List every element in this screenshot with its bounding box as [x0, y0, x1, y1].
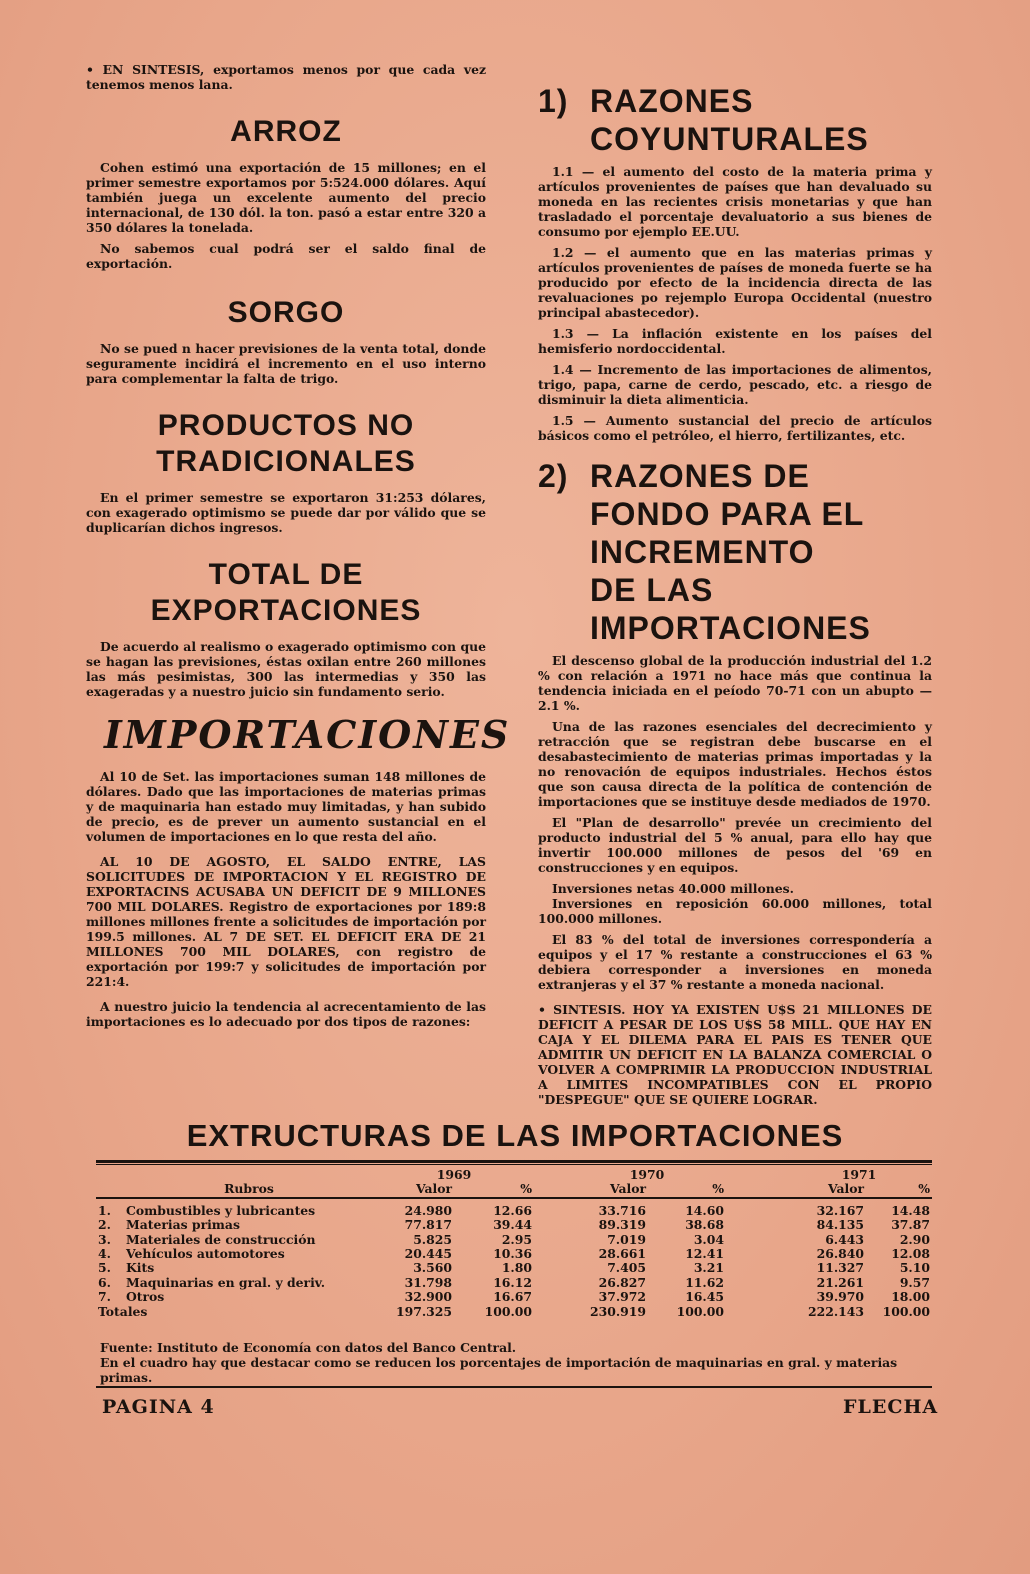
- cell-n: 7.: [98, 1289, 111, 1305]
- header-valor-1969: Valor: [415, 1181, 452, 1197]
- productos-heading-line2: TRADICIONALES: [156, 445, 416, 478]
- cell-v71: 39.970: [816, 1289, 864, 1305]
- cell-p69: 2.95: [501, 1231, 532, 1247]
- cell-p69: 16.12: [493, 1274, 532, 1290]
- header-valor-1970: Valor: [609, 1181, 646, 1197]
- cell-v71: 222.143: [807, 1303, 864, 1319]
- cell-p71: 14.48: [891, 1202, 930, 1218]
- cell-label: Otros: [126, 1289, 165, 1305]
- razones-1-item-4: 1.4 — Incremento de las importaciones de alimentos, trigo, papa, carne de cerdo, pescado, etc. a riesgo de disminuir la dieta alimenticia.: [538, 362, 932, 407]
- cell-label: Materiales de construcción: [126, 1231, 316, 1247]
- page-number: PAGINA 4: [102, 1396, 215, 1418]
- cell-n: 4.: [98, 1246, 111, 1262]
- cell-label: Materias primas: [126, 1217, 240, 1233]
- table-row: [96, 1276, 932, 1290]
- table-row: [96, 1247, 932, 1261]
- cell-p70: 11.62: [685, 1274, 724, 1290]
- total-paragraph: De acuerdo al realismo o exagerado optimismo con que se hagan las previsiones, éstas oxilan entre 260 millones las más pesimistas, 300 las intermedias y 350 las exageradas y a nuestro juicio sin fundamento serio.: [86, 639, 486, 699]
- table-notes: [100, 1340, 932, 1385]
- cell-p71: 37.87: [891, 1217, 930, 1233]
- cell-v71: 32.167: [816, 1202, 864, 1218]
- cell-v70: 7.405: [607, 1260, 646, 1276]
- total-heading: [86, 557, 486, 629]
- cell-v69: 5.825: [413, 1231, 452, 1247]
- arroz-paragraph-2: No sabemos cual podrá ser el saldo final de exportación.: [86, 241, 486, 271]
- razones-2-paragraph-1: El descenso global de la producción industrial del 1.2 % con relación a 1971 no hace más que continua la tendencia iniciada en el peíodo 70-71 con un abupto —2.1 %.: [538, 653, 932, 713]
- cell-p69: 100.00: [484, 1303, 532, 1319]
- razones-2-paragraph-6: El 83 % del total de inversiones correspondería a equipos y el 17 % restante a construcciones el 63 % debiera corresponder a inversiones en moneda extranjeras y el 37 % restante a moneda nacional.: [538, 932, 932, 992]
- table-body: [96, 1204, 932, 1319]
- cell-v70: 7.019: [607, 1231, 646, 1247]
- table-row: [96, 1204, 932, 1218]
- cell-label: Vehículos automotores: [126, 1246, 285, 1262]
- cell-n: 5.: [98, 1260, 111, 1276]
- productos-heading: [86, 408, 486, 480]
- importaciones-paragraph-2: AL 10 DE AGOSTO, EL SALDO ENTRE, LAS SOLICITUDES DE IMPORTACION Y EL REGISTRO DE EXPORTACINS ACUSABA UN DEFICIT DE 9 MILLONES 700 MIL DOLARES. Registro de exportaciones por 189:8 millones millones frente a solicitudes de importación por 199.5 millones. AL 7 DE SET. EL DEFICIT ERA DE 21 MILLONES 700 MIL DOLARES, con registro de exportación por 199:7 y solicitudes de importación por 221:4.: [86, 854, 486, 989]
- cell-p71: 5.10: [899, 1260, 930, 1276]
- header-pct-1971: %: [918, 1181, 930, 1197]
- cell-p69: 12.66: [493, 1202, 532, 1218]
- razones-1-item-2: 1.2 — el aumento que en las materias primas y artículos provenientes de países de moneda fuerte se ha producido por efecto de la incidencia directa de las revaluaciones po rejemplo Europa Occidental (nuestro principal abastecedor).: [538, 245, 932, 320]
- cell-label: Combustibles y lubricantes: [126, 1202, 316, 1218]
- right-column: [538, 82, 932, 1113]
- cell-v69: 77.817: [404, 1217, 452, 1233]
- cell-v70: 26.827: [598, 1274, 646, 1290]
- table-row: [96, 1290, 932, 1304]
- cell-p71: 18.00: [891, 1289, 930, 1305]
- sorgo-paragraph: No se pued n hacer previsiones de la venta total, donde seguramente incidirá el incremento en el uso interno para complementar la falta de trigo.: [86, 341, 486, 386]
- razones-2-paragraph-5: Inversiones en reposición 60.000 millones, total 100.000 millones.: [538, 896, 932, 926]
- cell-v70: 33.716: [598, 1202, 646, 1218]
- arroz-heading: ARROZ: [230, 115, 342, 148]
- year-header-row: [96, 1168, 932, 1182]
- table-title: EXTRUCTURAS DE LAS IMPORTACIONES: [186, 1118, 844, 1153]
- cell-p69: 39.44: [493, 1217, 532, 1233]
- cell-p70: 38.68: [685, 1217, 724, 1233]
- cell-v69: 31.798: [404, 1274, 452, 1290]
- cell-p69: 1.80: [501, 1260, 532, 1276]
- razones-2-line2: FONDO PARA EL: [590, 496, 865, 532]
- table-note: En el cuadro hay que destacar como se reducen los porcentajes de importación de maquinarias en gral. y materias primas.: [100, 1355, 898, 1385]
- sorgo-heading: SORGO: [227, 296, 345, 329]
- arroz-paragraph-1: Cohen estimó una exportación de 15 millones; en el primer semestre exportamos por 5:524.000 dólares. Aquí también juega un excelente aumento del precio internacional, de 130 dól. la ton. pasó a estar entre 320 a 350 dólares la tonelada.: [86, 160, 486, 235]
- cell-v71: 26.840: [816, 1246, 864, 1262]
- razones-2-line4: DE LAS: [590, 572, 714, 608]
- intro-paragraph: • EN SINTESIS, exportamos menos por que cada vez tenemos menos lana.: [86, 62, 486, 92]
- header-rubros: Rubros: [224, 1181, 274, 1197]
- razones-fondo-heading: [538, 457, 932, 647]
- importaciones-heading: IMPORTACIONES: [104, 712, 511, 757]
- footer-rule: [96, 1386, 932, 1388]
- cell-v69: 20.445: [404, 1246, 452, 1262]
- razones-1-item-3: 1.3 — La inflación existente en los países del hemisferio nordoccidental.: [538, 326, 932, 356]
- total-heading-line2: EXPORTACIONES: [150, 594, 422, 627]
- cell-v70: 89.319: [598, 1217, 646, 1233]
- cell-v71: 84.135: [816, 1217, 864, 1233]
- cell-v70: 37.972: [598, 1289, 646, 1305]
- cell-label: Kits: [126, 1260, 155, 1276]
- razones-1-line2: COYUNTURALES: [590, 121, 869, 157]
- cell-n: 2.: [98, 1217, 111, 1233]
- cell-v70: 28.661: [598, 1246, 646, 1262]
- table-top-rule-thin: [96, 1164, 932, 1165]
- cell-p69: 16.67: [493, 1289, 532, 1305]
- cell-p70: 12.41: [685, 1246, 724, 1262]
- cell-p70: 16.45: [685, 1289, 724, 1305]
- cell-p70: 3.04: [693, 1231, 724, 1247]
- header-pct-1969: %: [520, 1181, 532, 1197]
- table-row: [96, 1233, 932, 1247]
- razones-1-item-1: 1.1 — el aumento del costo de la materia prima y artículos provenientes de países que han devaluado su moneda en las recientes crisis monetarias y que han trasladado el porcentaje devaluatorio a sus bienes de consumo por ejemplo EE.UU.: [538, 164, 932, 239]
- cell-p71: 100.00: [882, 1303, 930, 1319]
- razones-coyunturales-heading: [538, 82, 932, 158]
- cell-p69: 10.36: [493, 1246, 532, 1262]
- razones-2-paragraph-2: Una de las razones esenciales del decrecimiento y retracción que se registran debe buscarse en el desabastecimiento de materias primas importadas y la no renovación de equipos industriales. Hechos éstos que son causa directa de la política de contención de importaciones que se instituye desde mediados de 1970.: [538, 719, 932, 809]
- razones-2-line3: INCREMENTO: [590, 534, 815, 570]
- cell-label: Maquinarias en gral. y deriv.: [126, 1274, 326, 1290]
- cell-v69: 24.980: [404, 1202, 452, 1218]
- table-top-rule: [96, 1160, 932, 1163]
- razones-2-line5: IMPORTACIONES: [590, 610, 871, 646]
- cell-v71: 6.443: [825, 1231, 864, 1247]
- left-column: [86, 62, 511, 1035]
- cell-v69: 32.900: [404, 1289, 452, 1305]
- razones-2-paragraph-3: El "Plan de desarrollo" prevée un crecimiento del producto industrial del 5 % anual, para ello hay que invertir 100.000 millones de pesos del '69 en construcciones y en equipos.: [538, 815, 932, 875]
- cell-n: 1.: [98, 1202, 111, 1218]
- razones-2-line1: RAZONES DE: [590, 458, 810, 494]
- cell-v70: 230.919: [589, 1303, 646, 1319]
- header-pct-1970: %: [712, 1181, 724, 1197]
- table-row: [96, 1218, 932, 1232]
- magazine-name: FLECHA: [843, 1396, 939, 1418]
- cell-v71: 21.261: [816, 1274, 864, 1290]
- total-heading-line1: TOTAL DE: [208, 558, 364, 591]
- razones-2-paragraph-4: Inversiones netas 40.000 millones.: [552, 881, 794, 896]
- cell-v71: 11.327: [816, 1260, 864, 1276]
- sintesis-paragraph: • SINTESIS. HOY YA EXISTEN U$S 21 MILLONES DE DEFICIT A PESAR DE LOS U$S 58 MILL. QUE HAY EN CAJA Y EL DILEMA PARA EL PAIS ES TENER QUE ADMITIR UN DEFICIT EN LA BALANZA COMERCIAL O VOLVER A COMPRIMIR LA PRODUCCION INDUSTRIAL A LIMITES INCOMPATIBLES CON EL PROPIO "DESPEGUE" QUE SE QUIERE LOGRAR.: [538, 1002, 932, 1107]
- cell-v69: 197.325: [395, 1303, 452, 1319]
- razones-1-number: 1): [538, 83, 569, 119]
- cell-v69: 3.560: [413, 1260, 452, 1276]
- table-row: [96, 1261, 932, 1275]
- razones-1-line1: RAZONES: [590, 83, 754, 119]
- year-1969: 1969: [436, 1167, 472, 1182]
- table-totals-row: [96, 1305, 932, 1319]
- razones-1-item-5: 1.5 — Aumento sustancial del precio de artículos básicos como el petróleo, el hierro, fertilizantes, etc.: [538, 413, 932, 443]
- cell-p71: 12.08: [891, 1246, 930, 1262]
- cell-totals-label: Totales: [98, 1303, 148, 1319]
- productos-heading-line1: PRODUCTOS NO: [157, 409, 415, 442]
- importaciones-paragraph-1: Al 10 de Set. las importaciones suman 148 millones de dólares. Dado que las importaciones de materias primas y de maquinaria han estado muy limitadas, y han subido de precio, es de prever un aumento sustancial en el volumen de importaciones en lo que resta del año.: [86, 769, 486, 844]
- cell-p70: 100.00: [676, 1303, 724, 1319]
- cell-n: 6.: [98, 1274, 111, 1290]
- importaciones-paragraph-3: A nuestro juicio la tendencia al acrecentamiento de las importaciones es lo adecuado por dos tipos de razones:: [86, 999, 486, 1029]
- cell-p70: 14.60: [685, 1202, 724, 1218]
- year-1970: 1970: [629, 1167, 665, 1182]
- header-valor-1971: Valor: [827, 1181, 864, 1197]
- column-header-row: [96, 1182, 932, 1197]
- year-1971: 1971: [841, 1167, 877, 1182]
- cell-p70: 3.21: [693, 1260, 724, 1276]
- cell-p71: 2.90: [899, 1231, 930, 1247]
- cell-p71: 9.57: [899, 1274, 930, 1290]
- cell-n: 3.: [98, 1231, 111, 1247]
- razones-2-number: 2): [538, 458, 569, 494]
- productos-paragraph: En el primer semestre se exportaron 31:253 dólares, con exagerado optimismo se puede dar por válido que se duplicarían dichos ingresos.: [86, 490, 486, 535]
- imports-table: [96, 1168, 932, 1319]
- table-source: Fuente: Instituto de Economía con datos del Banco Central.: [100, 1340, 517, 1355]
